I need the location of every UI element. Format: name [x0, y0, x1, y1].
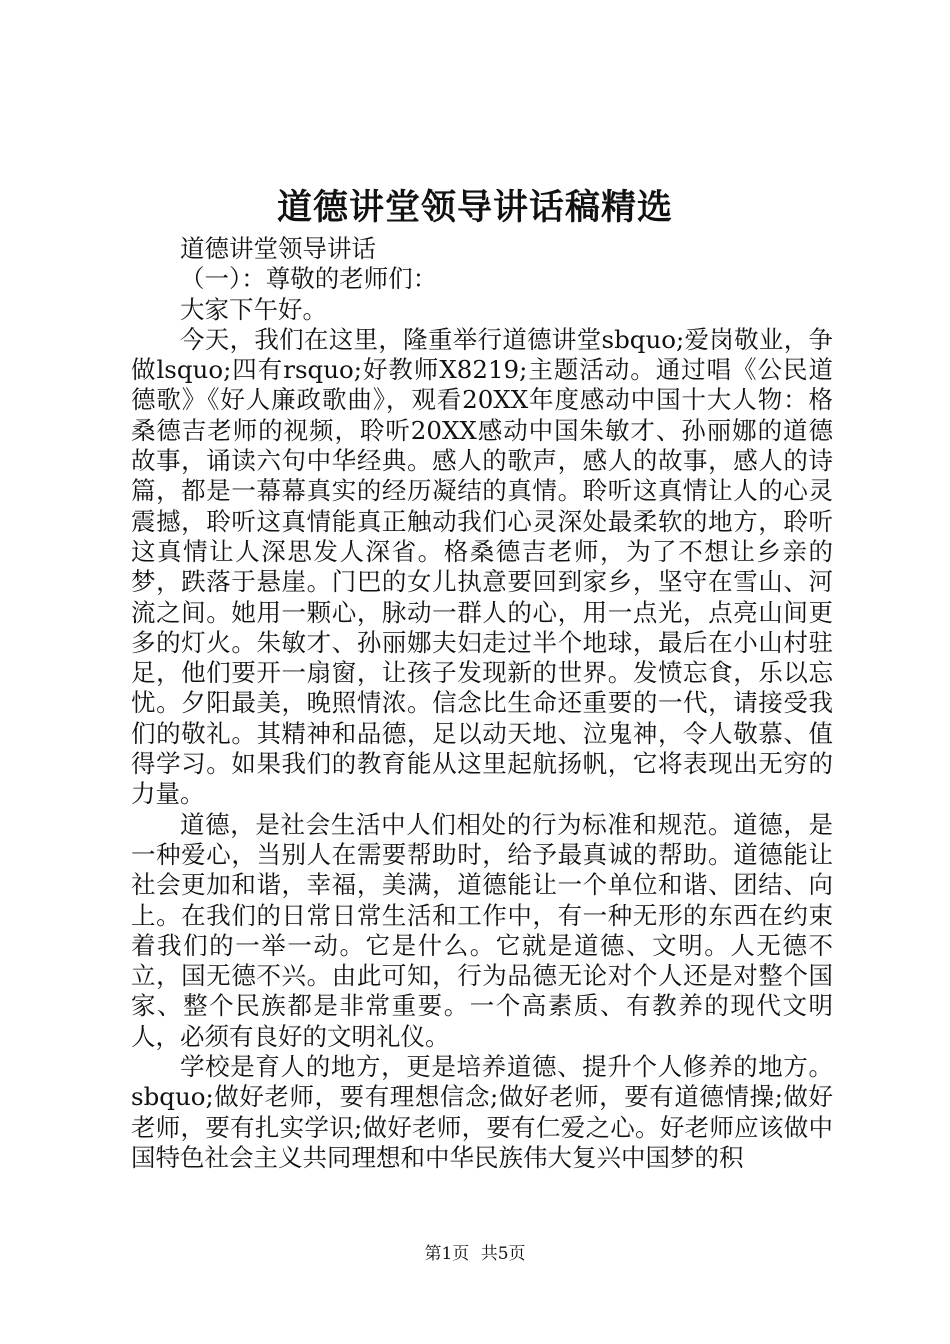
document-body: [131, 234, 833, 1173]
paragraph-salutation: （一）：尊敬的老师们：: [180, 264, 438, 294]
paragraph-greeting: 大家下午好。: [180, 294, 327, 324]
document-title: 道德讲堂领导讲话稿精选: [276, 188, 673, 228]
page-footer: [0, 1243, 950, 1265]
page-number: 第1页: [424, 1244, 470, 1264]
paragraph-body: 道德，是社会生活中人们相处的行为标准和规范。道德，是一种爱心，当别人在需要帮助时，给予最真诚的帮助。道德能让社会更加和谐，幸福，美满，道德能让一个单位和谐、团结、向上。在我们的日常日常生活和工作中，有一种无形的东西在约束着我们的一举一动。它是什么。它就是道德、文明。人无德不立，国无德不兴。由此可知，行为品德无论对个人还是对整个国家、整个民族都是非常重要。一个高素质、有教养的现代文明人，必须有良好的文明礼仪。: [131, 809, 833, 1051]
paragraph-body: 学校是育人的地方，更是培养道德、提升个人修养的地方。sbquo;做好老师，要有理想信念;做好老师，要有道德情操;做好老师，要有扎实学识;做好老师，要有仁爱之心。好老师应该做中国特色社会主义共同理想和中华民族伟大复兴中国梦的积: [131, 1052, 833, 1172]
page-total: 共5页: [480, 1244, 526, 1264]
paragraph-heading: 道德讲堂领导讲话: [180, 234, 376, 263]
paragraph-body: 今天，我们在这里，隆重举行道德讲堂sbquo;爱岗敬业，争做lsquo;四有rsquo;好教师X8219;主题活动。通过唱《公民道德歌》《好人廉政歌曲》，观看20XX年度感动中国十大人物：格桑德吉老师的视频，聆听20XX感动中国朱敏才、孙丽娜的道德故事，诵读六句中华经典。感人的歌声，感人的故事，感人的诗篇，都是一幕幕真实的经历凝结的真情。聆听这真情让人的心灵震撼，聆听这真情能真正触动我们心灵深处最柔软的地方，聆听这真情让人深思发人深省。格桑德吉老师，为了不想让乡亲的梦，跌落于悬崖。门巴的女儿执意要回到家乡，坚守在雪山、河流之间。她用一颗心，脉动一群人的心，用一点光，点亮山间更多的灯火。朱敏才、孙丽娜夫妇走过半个地球，最后在小山村驻足，他们要开一扇窗，让孩子发现新的世界。发愤忘食，乐以忘忧。夕阳最美，晚照情浓。信念比生命还重要的一代，请接受我们的敬礼。其精神和品德，足以动天地、泣鬼神，令人敬慕、值得学习。如果我们的教育能从这里起航扬帆，它将表现出无穷的力量。: [131, 324, 833, 809]
